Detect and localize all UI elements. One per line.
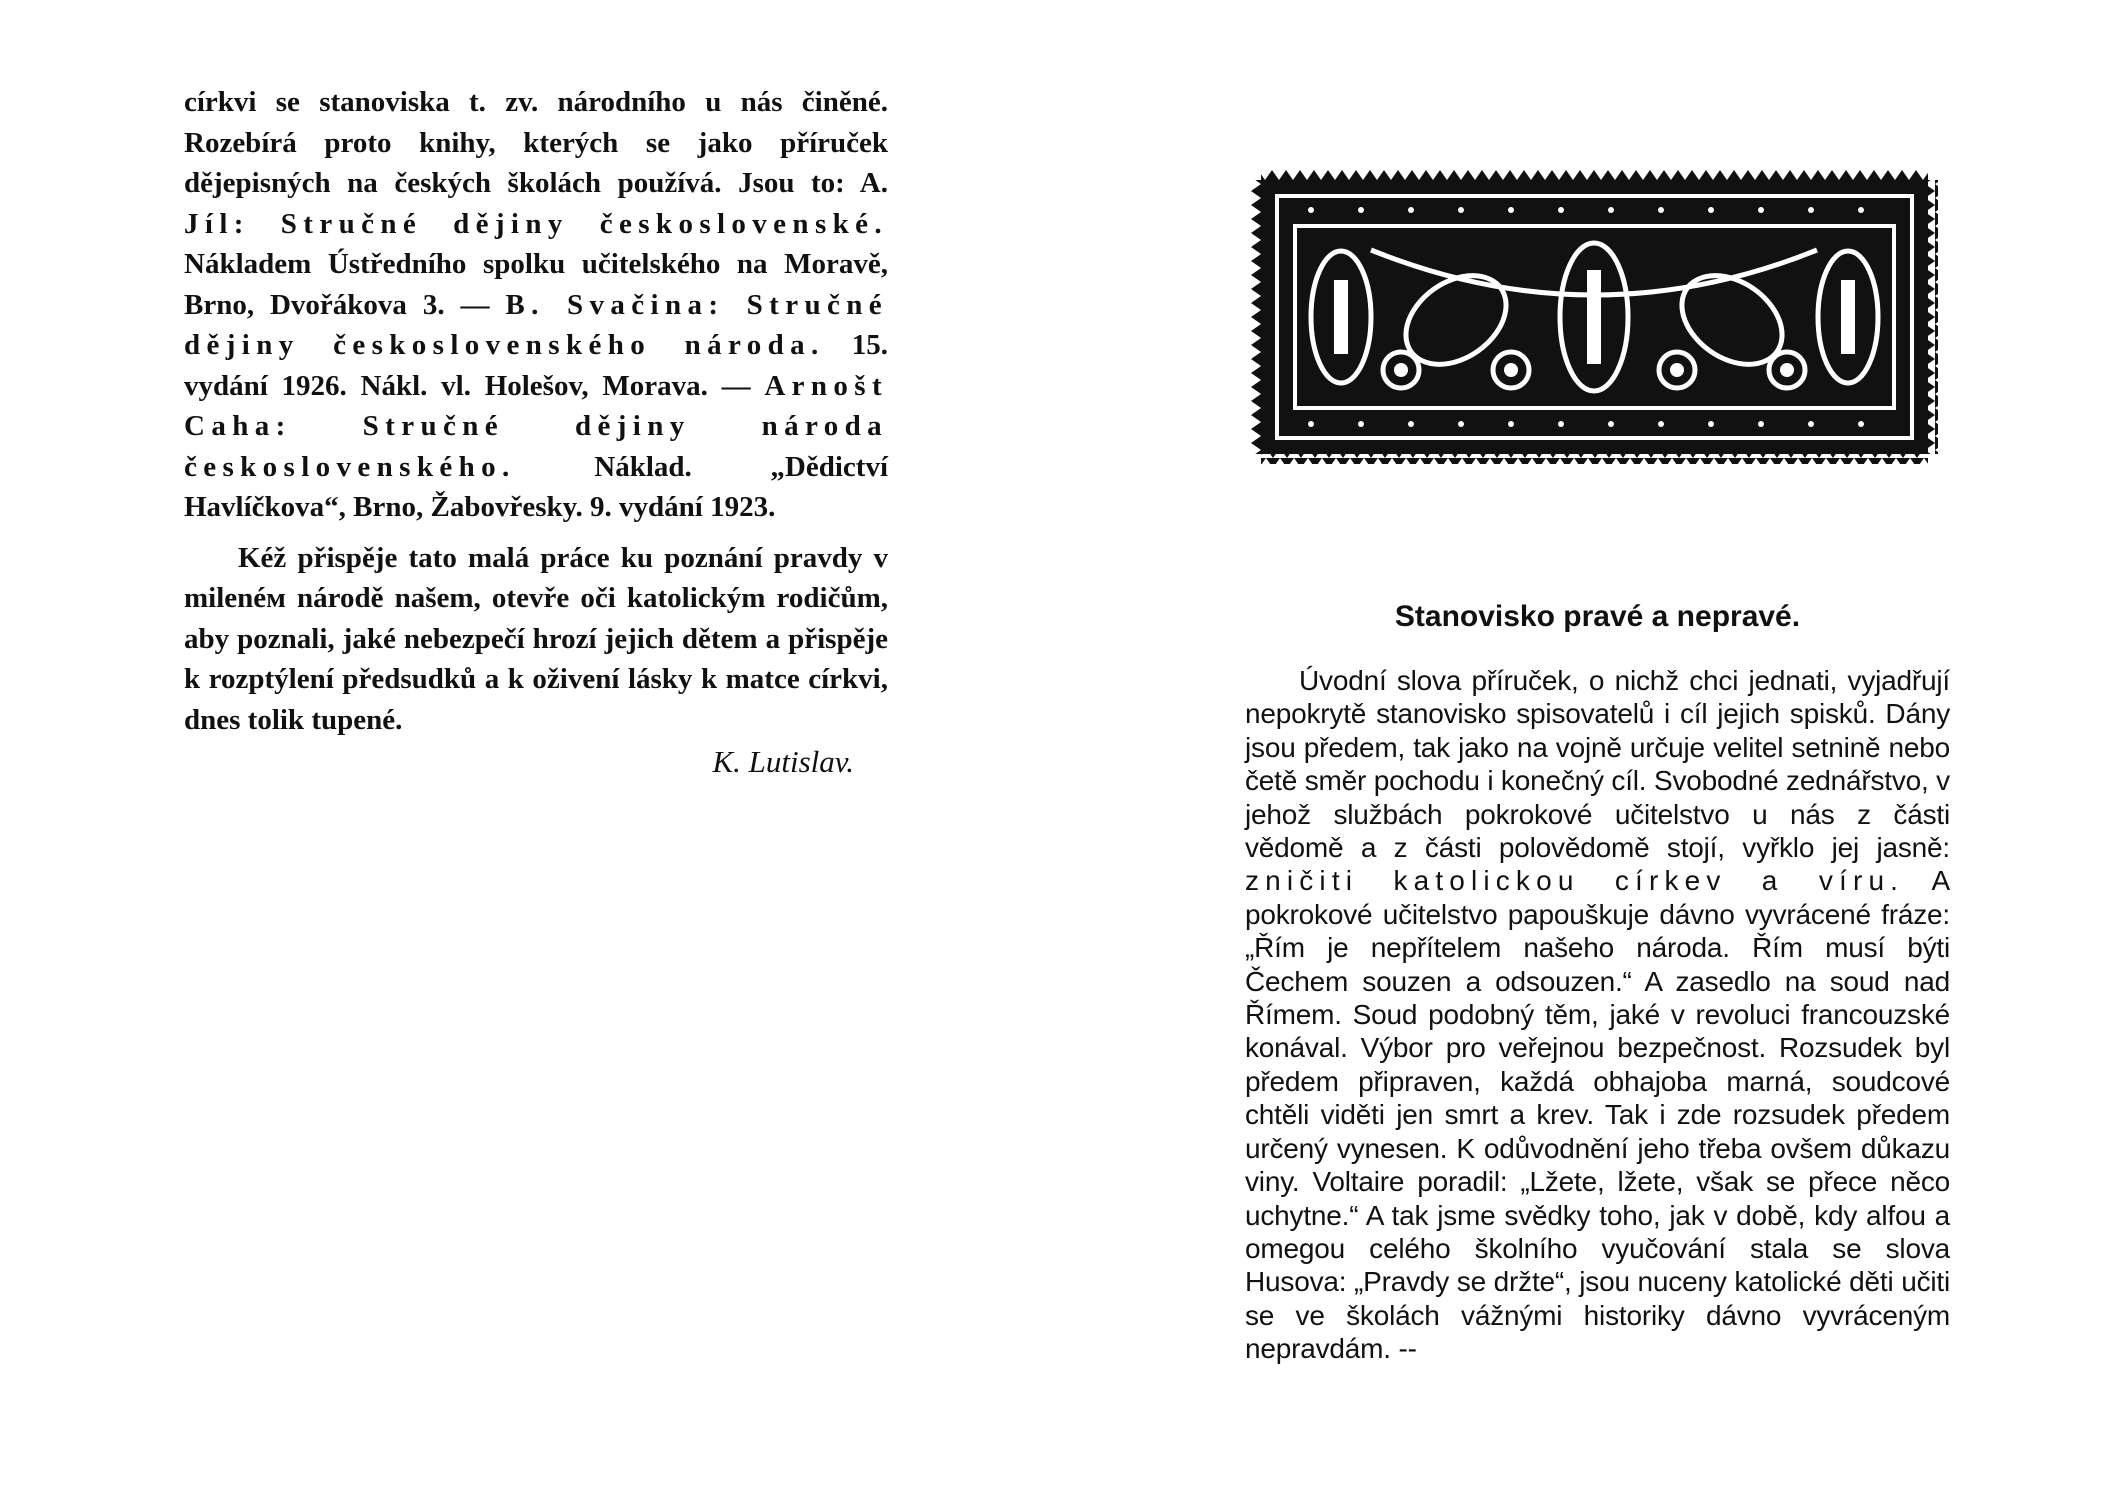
left-para1-title-caha: Arnošt Caha: Stručné dějiny národa československého. <box>184 369 888 483</box>
left-para1-title-svacina: B. Svačina: Stručné dějiny československého národa. <box>184 288 888 361</box>
right-body-text-a: Úvodní slova příruček, o nichž chci jednati, vyjadřují nepokrytě stanovisko spisovatelů i cíl jejich spisků. Dány jsou předem, tak jako na vojně určuje velitel setnině nebo četě směr pochodu i konečný cíl. Svobodné zednářstvo, v jehož službách pokrokové učitelstvo u nás z části vědomě a z části polovědomě stojí, vyřklo jej jasně: <box>1245 665 1950 864</box>
author-signature: K. Lutislav. <box>712 744 854 779</box>
left-para1-text-b: Nákladem Ústředního spolku učitelského na Moravě, Brno, Dvořákova 3. — <box>184 248 888 321</box>
left-paragraph-1 <box>184 82 888 528</box>
left-text-block <box>184 82 888 740</box>
left-para1-title-jil: Jíl: Stručné dějiny československé. <box>184 207 888 240</box>
right-paragraph <box>1245 664 1950 1366</box>
right-page <box>1061 0 2122 1500</box>
right-body-text-b: A pokrokové učitelstvo papouškuje dávno vyvrácené fráze: „Řím je nepřítelem našeho národa. Řím musí býti Čechem souzen a odsouzen.“ A zasedlo na soud nad Římem. Soud podobný těm, jaké v revoluci francouzské konával. Výbor pro veřejnou bezpečnost. Rozsudek byl předem připraven, každá obhajoba marná, soudcové chtěli viděti jen smrt a krev. Tak i zde rozsudek předem určený vynesen. K odůvodnění jeho třeba ovšem důkazu viny. Voltaire poradil: „Lžete, lžete, však se přece něco uchytne.“ A tak jsme svědky toho, jak v době, kdy alfou a omegou celého školního vyučování stala se slova Husova: „Pravdy se držte“, jsou nuceny katolické děti učiti se ve školách vážnými historiky dávno vyvráceným nepravdám. -- <box>1245 865 1951 1365</box>
left-para1-text-a: církvi se stanoviska t. zv. národního u nás činěné. Rozebírá proto knihy, kterých se jako příruček dějepisných na českých školách používá. Jsou to: A. <box>184 86 888 199</box>
left-para1-text-c: 15. vydání 1926. Nákl. vl. Holešov, Morava. — <box>184 329 888 402</box>
left-paragraph-2: Kéž přispěje tato malá práce ku poznání pravdy v milenéм národě našem, otevře oči katolickým rodičům, aby poznali, jaké nebezpečí hrozí jejich dětem a přispěje k rozptýlení předsudků a k oživení lásky k matce církvi, dnes tolik tupené. <box>184 541 888 736</box>
right-text-block <box>1245 664 1950 1366</box>
right-body-emphasis: zničiti katolickou církev a víru. <box>1245 865 1905 897</box>
decorative-ornament-vignette <box>1251 170 1938 464</box>
left-para1-text-d: Náklad. „Dědictví Havlíčkova“, Brno, Žabovřesky. 9. vydání 1923. <box>184 450 888 523</box>
section-heading: Stanovisko pravé a nepravé. <box>1394 600 1801 633</box>
